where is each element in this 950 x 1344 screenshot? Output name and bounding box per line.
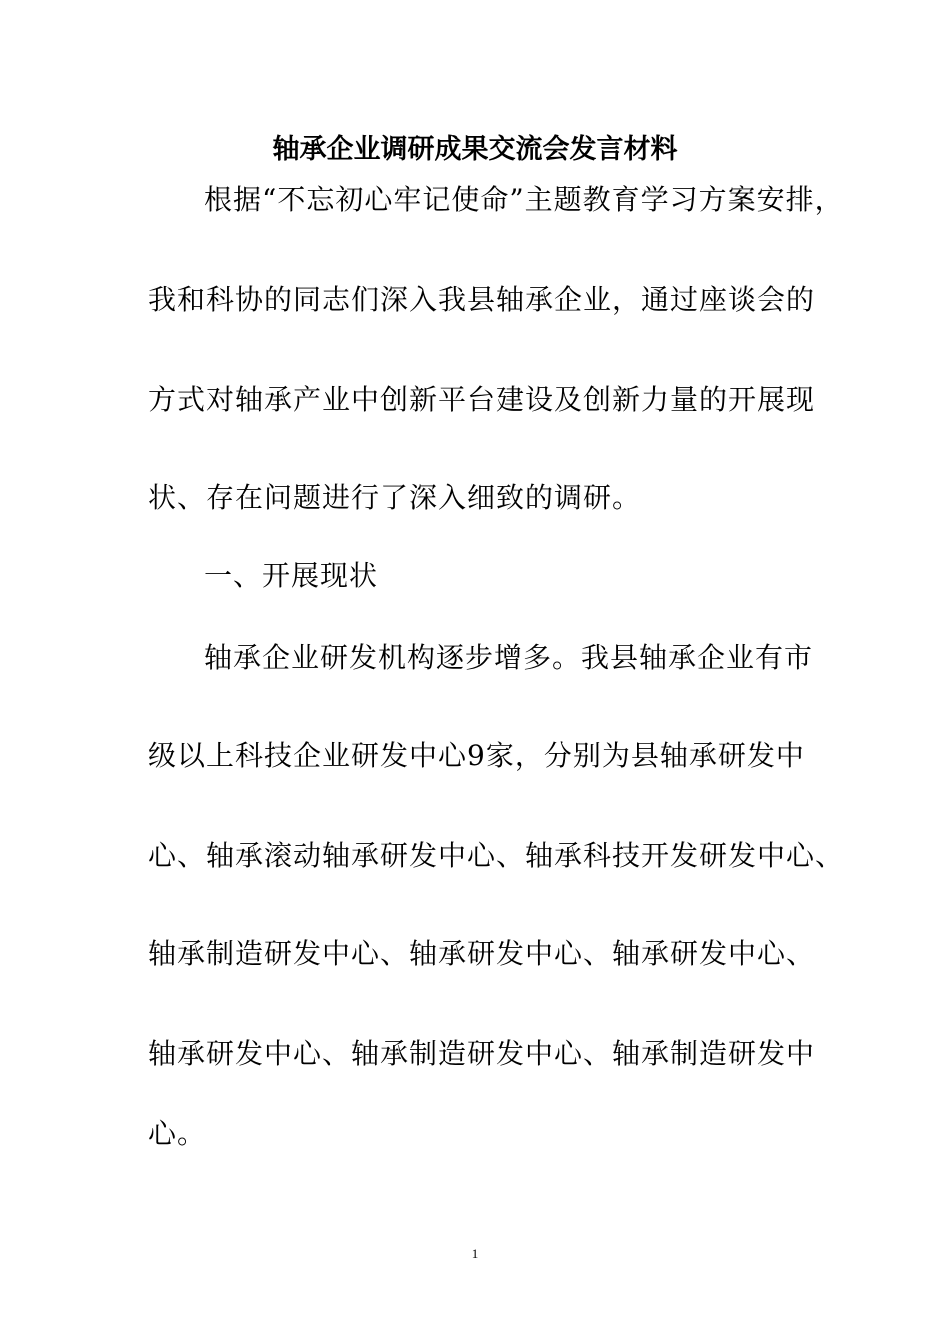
paragraph-line: 轴承研发中心、轴承制造研发中心、轴承制造研发中 bbox=[148, 1037, 816, 1070]
page-number: 1 bbox=[471, 1246, 479, 1261]
paragraph-line: 级以上科技企业研发中心9家，分别为县轴承研发中 bbox=[148, 739, 805, 772]
paragraph-line: 我和科协的同志们深入我县轴承企业，通过座谈会的 bbox=[148, 283, 816, 316]
paragraph-line: 状、存在问题进行了深入细致的调研。 bbox=[148, 481, 642, 514]
paragraph-line: 根据“不忘初心牢记使命”主题教育学习方案安排， bbox=[204, 183, 844, 216]
paragraph-line: 轴承企业研发机构逐步增多。我县轴承企业有市 bbox=[204, 641, 814, 674]
paragraph-line: 方式对轴承产业中创新平台建设及创新力量的开展现 bbox=[148, 383, 816, 416]
paragraph-line: 轴承制造研发中心、轴承研发中心、轴承研发中心、 bbox=[148, 937, 816, 970]
section-heading: 一、开展现状 bbox=[204, 559, 379, 592]
paragraph-line: 心、轴承滚动轴承研发中心、轴承科技开发研发中心、 bbox=[148, 839, 845, 872]
paragraph-line: 心。 bbox=[148, 1117, 207, 1150]
document-title: 轴承企业调研成果交流会发言材料 bbox=[272, 134, 678, 165]
